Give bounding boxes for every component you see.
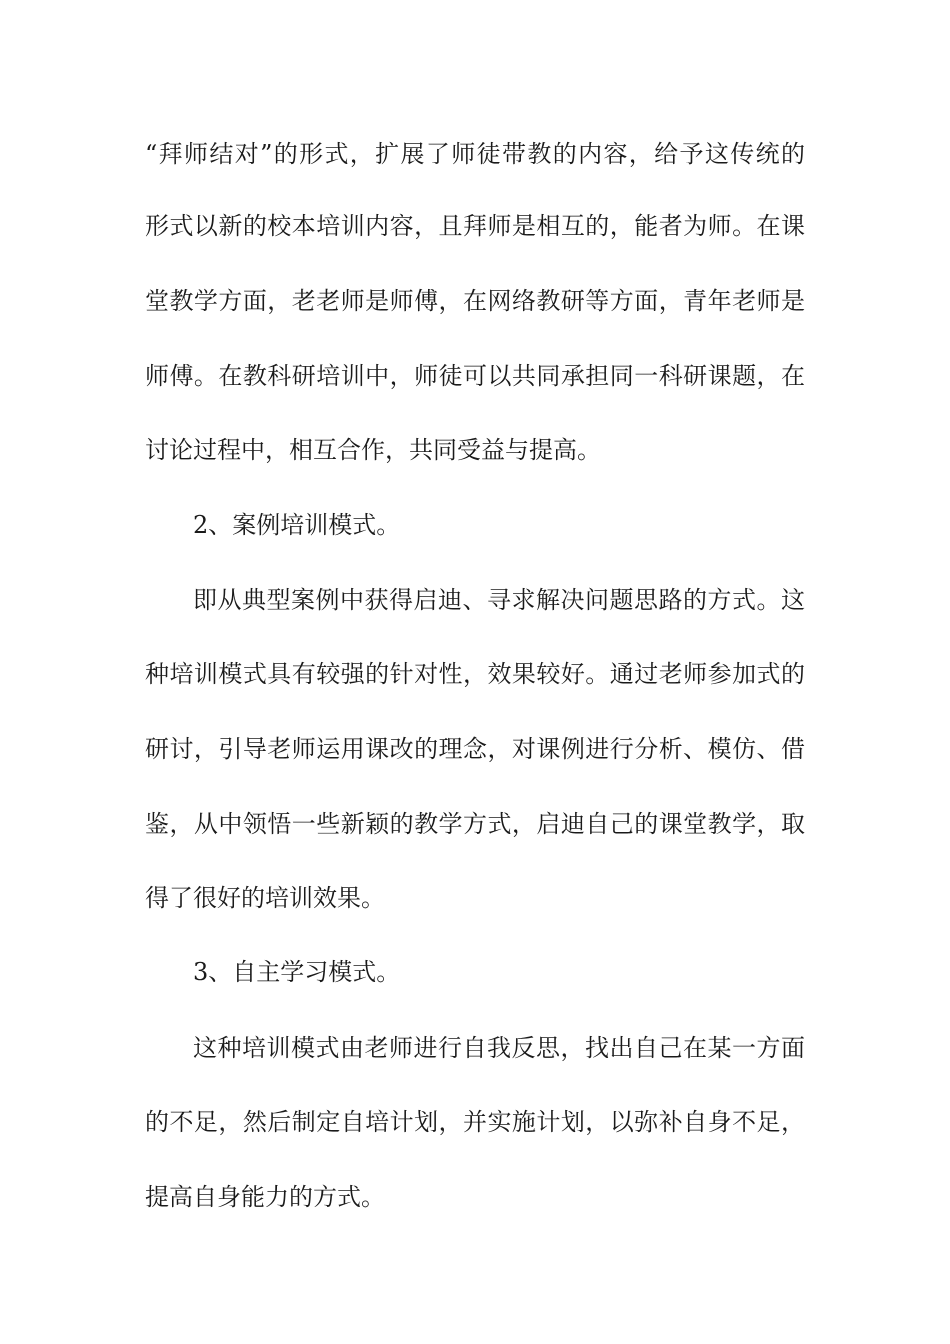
paragraph-3-line-1: 这种培训模式由老师进行自我反思，找出自己在某一方面 [193, 1034, 805, 1062]
paragraph-1-line-5: 讨论过程中，相互合作，共同受益与提高。 [145, 436, 601, 464]
paragraph-3-line-3: 提高自身能力的方式。 [145, 1183, 385, 1211]
paragraph-1-line-1: “拜师结对”的形式，扩展了师徒带教的内容，给予这传统的 [145, 140, 805, 168]
paragraph-2-line-4: 鉴，从中领悟一些新颖的教学方式，启迪自己的课堂教学，取 [145, 810, 805, 838]
section-heading-2: 2、案例培训模式。 [193, 511, 401, 539]
paragraph-3-line-2: 的不足，然后制定自培计划，并实施计划，以弥补自身不足， [145, 1108, 805, 1136]
paragraph-2-line-3: 研讨，引导老师运用课改的理念，对课例进行分析、模仿、借 [145, 735, 805, 763]
section-heading-3: 3、自主学习模式。 [193, 958, 401, 986]
paragraph-2-line-2: 种培训模式具有较强的针对性，效果较好。通过老师参加式的 [145, 660, 805, 688]
paragraph-1-line-3: 堂教学方面，老老师是师傅，在网络教研等方面，青年老师是 [145, 287, 805, 315]
paragraph-2-line-1: 即从典型案例中获得启迪、寻求解决问题思路的方式。这 [193, 586, 805, 614]
paragraph-2-line-5: 得了很好的培训效果。 [145, 884, 385, 912]
paragraph-1-line-2: 形式以新的校本培训内容，且拜师是相互的，能者为师。在课 [145, 212, 805, 240]
paragraph-1-line-4: 师傅。在教科研培训中，师徒可以共同承担同一科研课题，在 [145, 362, 805, 390]
